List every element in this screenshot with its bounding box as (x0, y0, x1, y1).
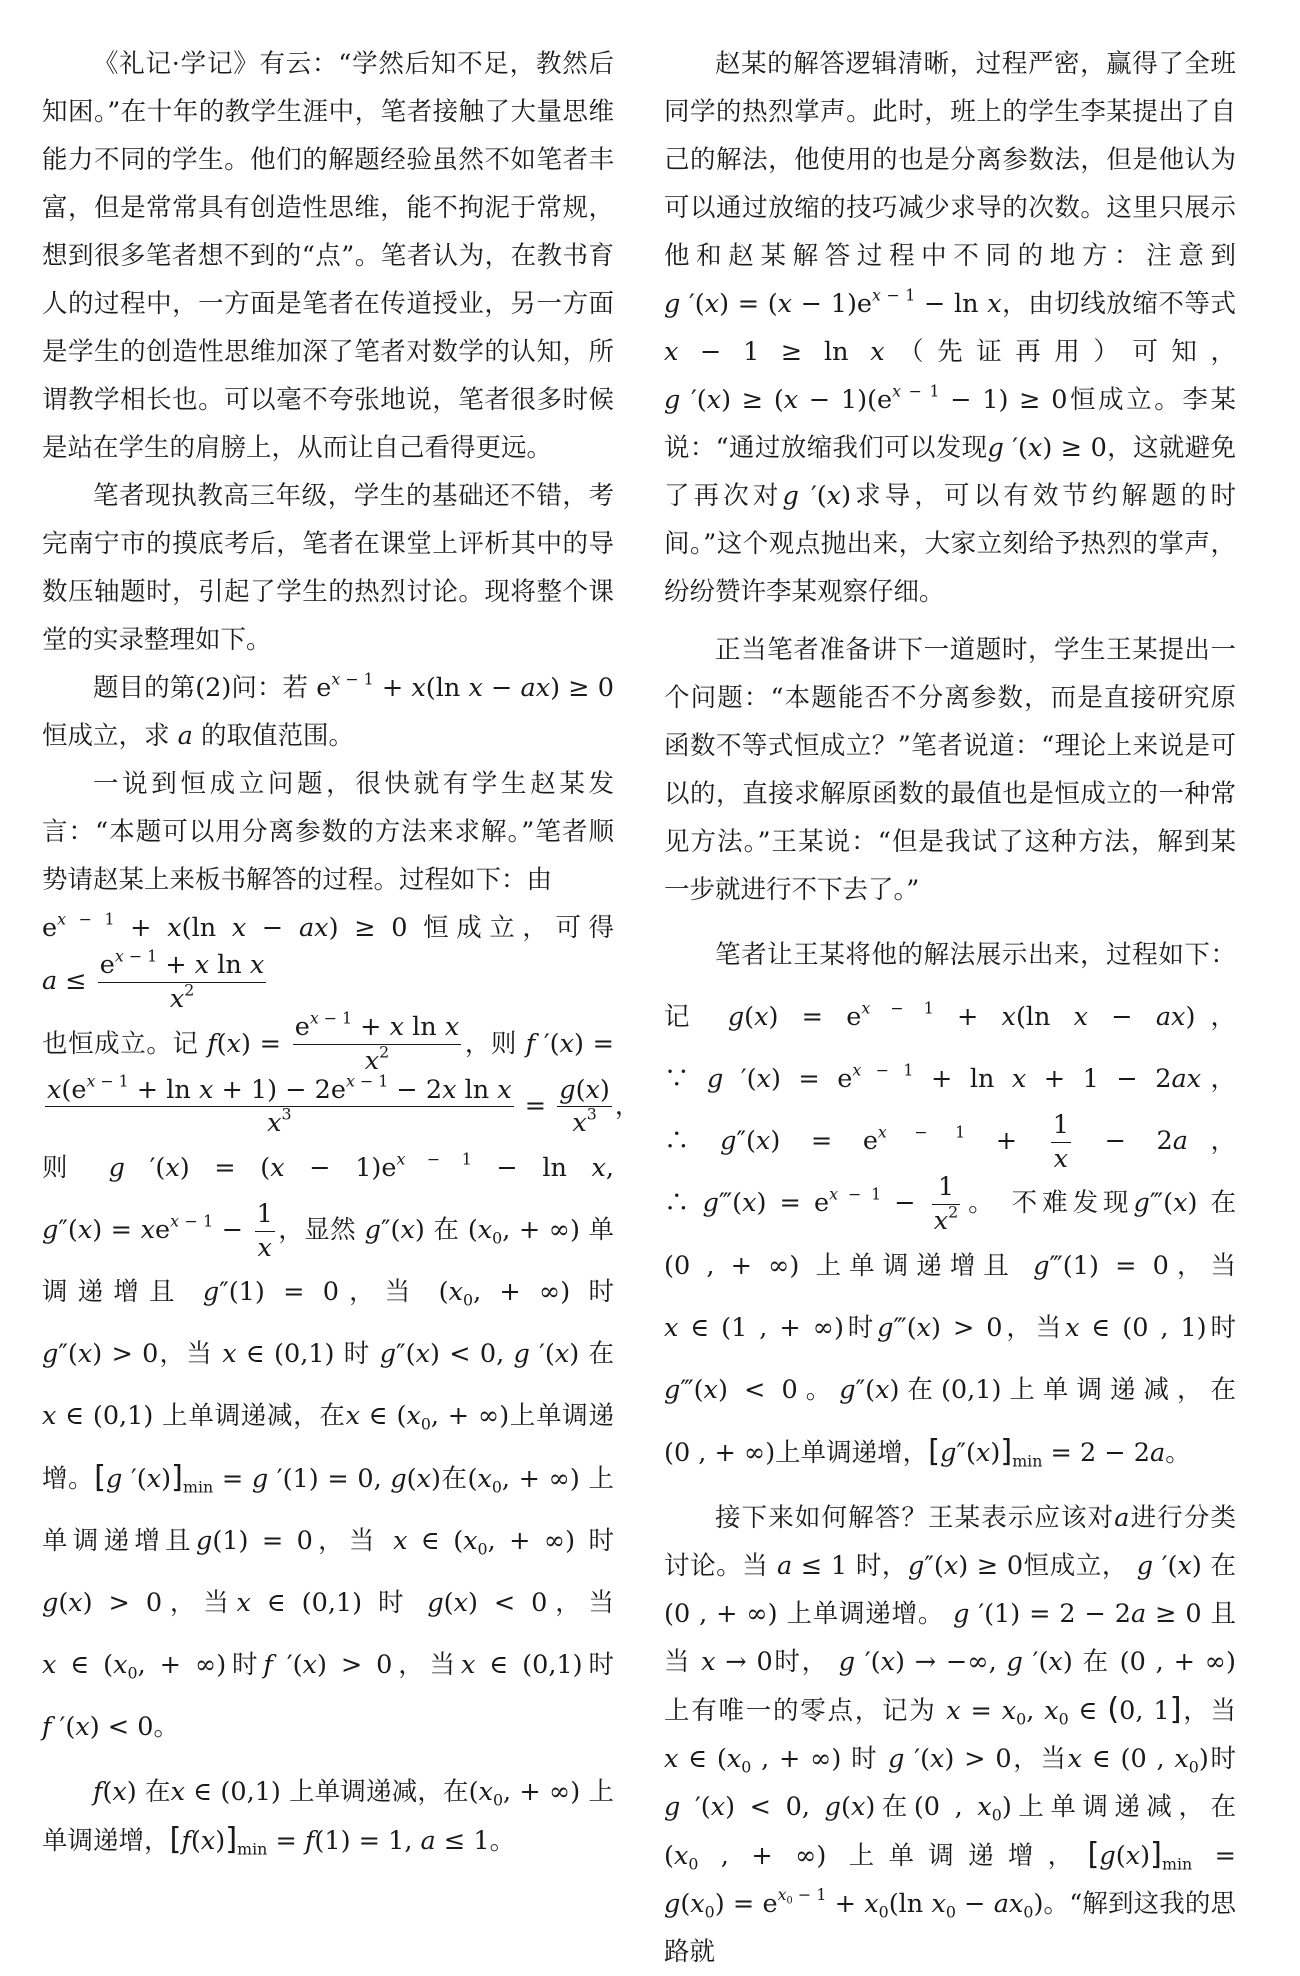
right-column (664, 40, 1236, 1976)
zhao-derivation: 也恒成立。记 f(x) = $\frac{e^{x - 1} + x \ln x}{x^2}$ ，则 f ′(x) = $\frac{x(e^{x - 1} + \ln x + 1) - 2e^{x - 1} - 2x \ln x}{x^3}$ = $\frac{g(x)}{x^3}$ ，则 g $'(x) = (x - 1)e^{x - 1} - \ln x$, $g''(x) = xe^{x - 1}$ − $\frac{1}{x}$ ，显然 g″(x) 在 ($x_0$, + ∞) 单调递增且 g″(1) = 0，当 ($x_0$, + ∞) 时 g″(x) > 0，当 x ∈ (0,1) 时 g″(x) < 0, g ′(x) 在 x ∈ (0,1) 上单调递减，在x ∈ ($x_0$, + ∞)上单调递增。[g $'(x)]_{min} = g$ ′(1) = 0, g(x)在($x_0$, + ∞) 上单调递增且g(1) = 0，当 x ∈ ($x_0$, + ∞) 时 g(x) > 0，当x ∈ (0,1) 时 g(x) < 0，当 x ∈ ($x_0$, + ∞)时f ′(x) > 0，当x ∈ (0,1)时f ′(x) < 0。 (42, 1008, 641, 1743)
wang-case-analysis: 接下来如何解答？王某表示应该对a进行分类讨论。当 a ≤ 1 时，g″(x) ≥ 0恒成立， g ′(x) 在 (0 , + ∞) 上单调递增。 g ′(1) = 2 − 2a ≥ 0 且当 x → 0时， g ′(x) → −∞, g ′(x) 在 (0 , + ∞) 上有唯一的零点，记为 $x = x_0$, $x_0$ ∈ (0, 1]，当 x ∈ ($x_0$ , + ∞) 时 g ′(x) > 0，当x ∈ (0 , $x_0$)时g ′(x) < 0, g(x)在(0 , $x_0$)上单调递减，在 ($x_0$ , + ∞) 上单调递增，$[g(x)]_{min} = g(x_0) = e^{x_0 - 1} + x_0(\ln$ $x_0 - ax_0$)。“解到这我的思路就 (664, 1502, 1237, 1967)
zhao-conclusion: f(x) 在x ∈ (0,1) 上单调递减，在($x_0$, + ∞) 上单调递增，$[f(x)]_{min} = f(1) = 1$, a ≤ 1。 (42, 1777, 614, 1859)
li-solution-paragraph: 赵某的解答逻辑清晰，过程严密，赢得了全班同学的热烈掌声。此时，班上的学生李某提出了自己的解法，他使用的也是分离参数法，但是他认为可以通过放缩的技巧减少求导的次数。这里只展示他和赵某解答过程中不同的地方：注意到 g $'(x) = (x - 1)e^{x - 1} - \ln x$，由切线放缩不等式 x − 1 ≥ ln x（先证再用）可知，g $'(x) \ge (x - 1)(e^{x - 1} - 1) \ge 0$恒成立。李某说：“通过放缩我们可以发现g ′(x) ≥ 0，这就避免了再次对g ′(x)求导，可以有效节约解题的时间。”这个观点抛出来，大家立刻给予热烈的掌声，纷纷赞许李某观察仔细。 (664, 49, 1236, 607)
wang-solution-paragraph: 笔者让王某将他的解法展示出来，过程如下：记 $g(x) = e^{x - 1} + x(\ln$ x − ax)， ∵ g $'(x) = e^{x - 1} + \ln x + 1 - 2ax$， ∴ $g''(x) = e^{x - 1}$ + $\frac{1}{x}$ − 2a， ∴ g‴(x) = $e^{x - 1}$ − $\frac{1}{x^2}$ 。 不难发现g‴(x) 在 (0 , + ∞) 上单调递增且 g‴(1) = 0，当x ∈ (1 , + ∞)时g‴(x) > 0，当x ∈ (0 , 1)时g‴(x) < 0。g″(x)在(0,1)上单调递减，在(0 , + ∞)上单调递增，$[g''(x)]_{min} = 2 - 2a$。 (664, 940, 1237, 1471)
context-paragraph: 笔者现执教高三年级，学生的基础还不错，考完南宁市的摸底考后，笔者在课堂上评析其中的导数压轴题时，引起了学生的热烈讨论。现将整个课堂的实录整理如下。 (42, 481, 614, 655)
problem-statement: 题目的第(2)问：若 $e^{x - 1} + x(\ln$ x − ax) ≥ 0 恒成立，求 a 的取值范围。 (42, 669, 614, 751)
wang-question-paragraph: 正当笔者准备讲下一道题时，学生王某提出一个问题：“本题能否不分离参数，而是直接研究原函数不等式恒成立？”笔者说道：“理论上来说是可以的，直接求解原函数的最值也是恒成立的一种常见方法。”王某说：“但是我试了这种方法，解到某一步就进行不下去了。” (664, 635, 1236, 905)
intro-paragraph: 《礼记·学记》有云：“学然后知不足，教然后知困。”在十年的教学生涯中，笔者接触了大量思维能力不同的学生。他们的解题经验虽然不如笔者丰富，但是常常具有创造性思维，能不拘泥于常规，想到很多笔者想不到的“点”。笔者认为，在教书育人的过程中，一方面是笔者在传道授业，另一方面是学生的创造性思维加深了笔者对数学的认知，所谓教学相长也。可以毫不夸张地说，笔者很多时候是站在学生的肩膀上，从而让自己看得更远。 (42, 49, 614, 463)
zhao-solution-paragraph: 一说到恒成立问题，很快就有学生赵某发言：“本题可以用分离参数的方法来求解。”笔者顺势请赵某上来板书解答的过程。过程如下：由 $e^{x - 1} + x(\ln$ x − ax) ≥ 0 恒成立，可得 a ≤ $\frac{e^{x - 1} + x \ln x}{x^2}$ (42, 769, 615, 1014)
left-column (42, 40, 641, 1865)
